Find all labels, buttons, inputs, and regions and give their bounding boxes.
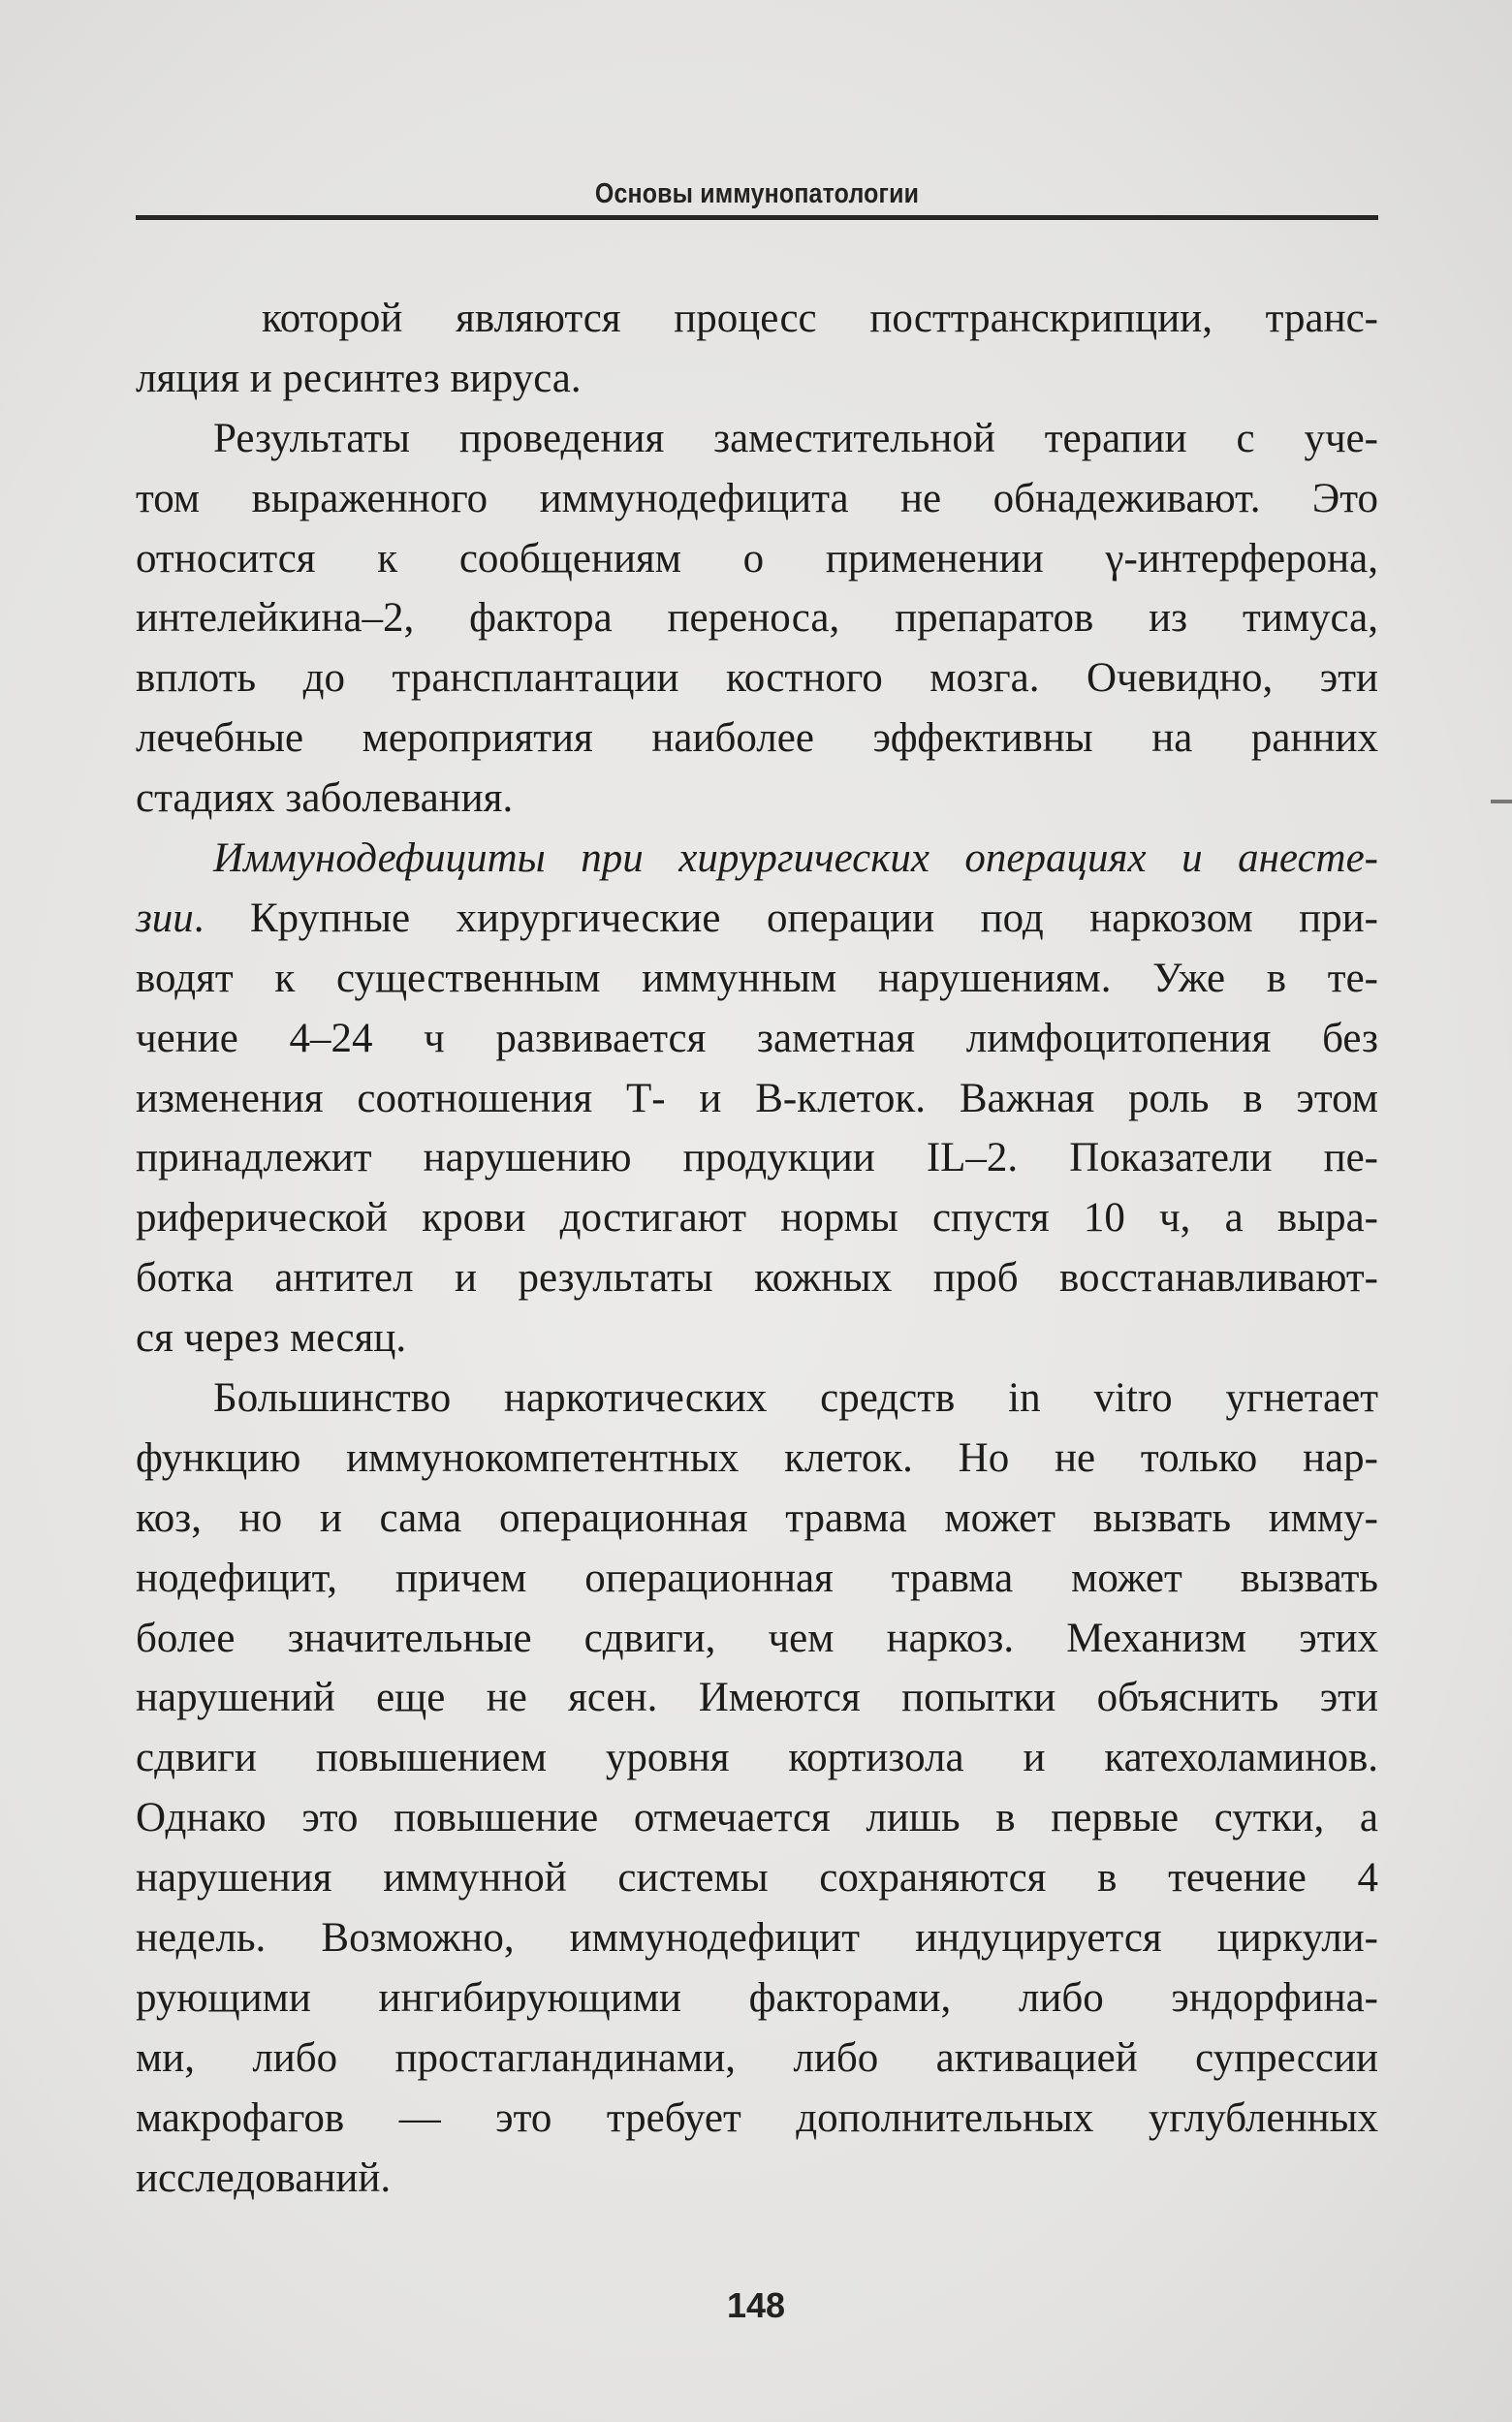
running-header [136,174,1378,223]
body-text [136,289,1378,2209]
text-line: риферической крови достигают нормы спустя 10 ч, а выра- [136,1195,1378,1242]
text-line: более значительные сдвиги, чем наркоз. Механизм этих [136,1615,1378,1661]
section-heading-line: Иммунодефициты при хирургических операциях и анесте- [213,835,1378,882]
text-line: сдвиги повышением уровня кортизола и катехоламинов. [136,1735,1378,1781]
text-line: стадиях заболевания. [136,775,514,822]
text-line: функцию иммунокомпетентных клеток. Но не только нар- [136,1434,1378,1481]
text-line: недель. Возможно, иммунодефицит индуцируется циркули- [136,1915,1378,1962]
text-line: коз, но и сама операционная травма может вызвать имму- [136,1494,1378,1541]
paragraph-start-line: Результаты проведения заместительной терапии с уче- [213,415,1378,461]
text-line: ся через месяц. [136,1315,407,1362]
text-line: исследований. [136,2155,392,2201]
text-line: нарушения иммунной системы сохраняются в течение 4 [136,1855,1378,1902]
paragraph-start-line: Большинство наркотических средств in vitro угнетает [213,1375,1378,1422]
running-header-title: Основы иммунопатологии [594,178,920,209]
text-line: чение 4–24 ч развивается заметная лимфоцитопения без [136,1015,1378,1061]
edge-mark [1491,800,1512,803]
text-line: относится к сообщениям о применении γ-интерферона, [136,535,1378,582]
text-line: вплоть до трансплантации костного мозга. Очевидно, эти [136,655,1378,702]
text-line [136,889,1378,949]
text-line: ми, либо простагландинами, либо активацией супрессии [136,2034,1378,2081]
text-line: макрофагов — это требует дополнительных углубленных [136,2094,1378,2141]
section-heading-end: зии [136,895,194,941]
text-line-rest: . Крупные хирургические операции под наркозом при- [193,895,1378,941]
text-line: ботка антител и результаты кожных проб восстанавливают- [136,1255,1378,1302]
text-line: рующими ингибирующими факторами, либо эндорфина- [136,1974,1378,2021]
header-rule [136,215,1378,220]
text-line: лечебные мероприятия наиболее эффективны на ранних [136,715,1378,762]
text-line: водят к существенным иммунным нарушениям. Уже в те- [136,955,1378,1001]
text-line: интелейкина–2, фактора переноса, препаратов из тимуса, [136,595,1378,642]
text-line: нодефицит, причем операционная травма может вызвать [136,1555,1378,1601]
page-number: 148 [726,2285,786,2325]
text-line: том выраженного иммунодефицита не обнадеживают. Это [136,475,1378,521]
text-line: ляция и ресинтез вируса. [136,355,582,401]
text-line: Однако это повышение отмечается лишь в первые сутки, а [136,1795,1378,1841]
text-line: изменения соотношения Т- и В-клеток. Важная роль в этом [136,1075,1378,1121]
text-line: принадлежит нарушению продукции IL–2. Показатели пе- [136,1135,1378,1181]
text-line: нарушений еще не ясен. Имеются попытки объяснить эти [136,1675,1378,1721]
text-line: которой являются процесс посттранскрипции, транс- [262,296,1378,341]
